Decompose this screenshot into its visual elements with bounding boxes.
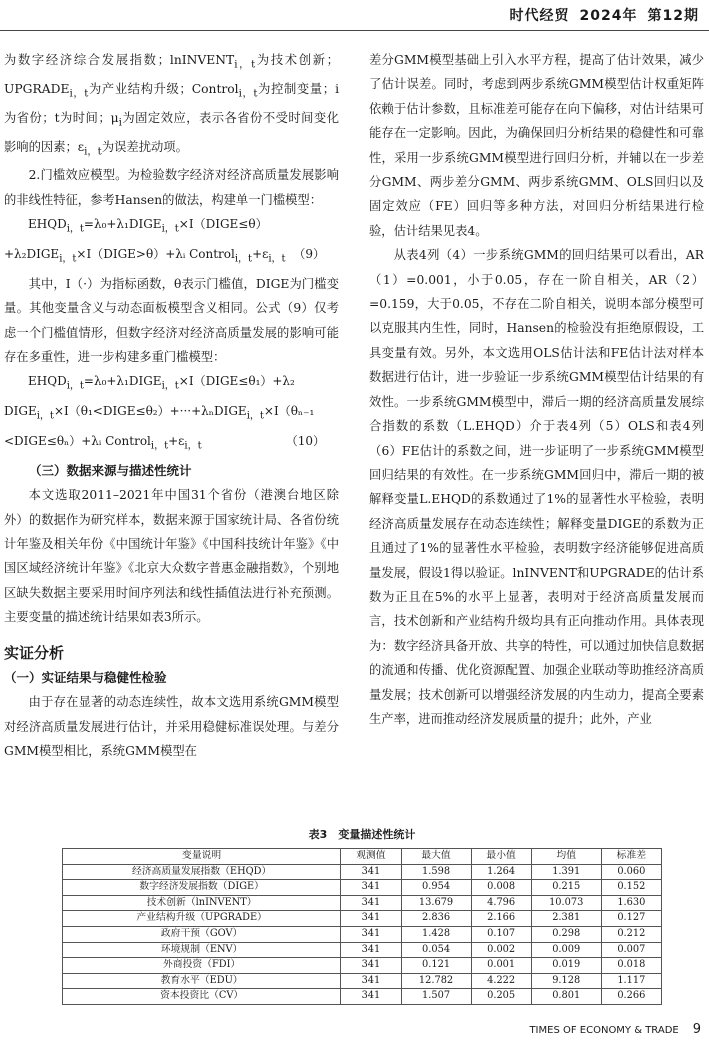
table-header-cell: 最大值 (401, 849, 471, 865)
table-cell: 1.428 (401, 926, 471, 942)
table-cell: 技术创新（lnINVENT） (63, 895, 341, 911)
table-cell: 0.212 (601, 926, 661, 942)
table-cell: 0.127 (601, 911, 661, 927)
table-header-cell: 标准差 (601, 849, 661, 865)
table-cell: 0.266 (601, 989, 661, 1005)
journal-name: 时代经贸 (509, 8, 570, 24)
table-cell: 341 (341, 958, 401, 974)
table-row (63, 973, 662, 989)
table-header-cell: 变量说明 (63, 849, 341, 865)
table-cell: 0.121 (401, 958, 471, 974)
table-header-cell: 均值 (531, 849, 601, 865)
table-cell: 0.298 (531, 926, 601, 942)
table-cell: 0.205 (471, 989, 531, 1005)
table-cell: 0.001 (471, 958, 531, 974)
equation-10-line-3: <DIGE≤θₙ）+λᵢ $Control_{i,t}+\varepsilon_{i,t}$ （10） (4, 429, 339, 459)
paragraph-gmm-intro: 由于存在显著的动态连续性，故本文选用系统GMM模型对经济高质量发展进行估计，并采用稳健标准误处理。与差分GMM模型相比，系统GMM模型在 (4, 695, 339, 758)
table-row (63, 926, 662, 942)
paragraph-multi-threshold: 其中，I（·）为指标函数，θ表示门槛值，DIGE为门槛变量。其他变量含义与动态面板模型含义相同。公式（9）仅考虑一个门槛值情形，但数字经济对经济高质量发展的影响可能存在多重性，进一步构建多重门槛模型： (4, 276, 339, 365)
table-header-cell: 观测值 (341, 849, 401, 865)
table-cell: 环境规制（ENV） (63, 942, 341, 958)
table-cell: 1.507 (401, 989, 471, 1005)
table-cell: 产业结构升级（UPGRADE） (63, 911, 341, 927)
page-footer (529, 1022, 701, 1037)
table-cell: 0.801 (531, 989, 601, 1005)
subheading-results: （一）实证结果与稳健性检验 (4, 669, 167, 685)
table-row (63, 895, 662, 911)
paragraph-threshold-intro: 2.门槛效应模型。为检验数字经济对经济高质量发展影响的非线性特征，参考Hansen的做法，构建单一门槛模型： (4, 168, 339, 207)
table-cell: 13.679 (401, 895, 471, 911)
section-heading-empirical: 实证分析 (4, 643, 65, 662)
table-cell: 2.166 (471, 911, 531, 927)
table-cell: 0.060 (601, 864, 661, 880)
header-text (500, 5, 699, 25)
table-cell: 341 (341, 926, 401, 942)
page-header (0, 0, 709, 31)
table-cell: 0.008 (471, 880, 531, 896)
table-cell: 1.598 (401, 864, 471, 880)
table-cell: 4.796 (471, 895, 531, 911)
paragraph-gmm-method: 差分GMM模型基础上引入水平方程，提高了估计效果，减少了估计误差。同时，考虑到两步系统GMM模型估计权重矩阵依赖于估计参数，且标准差可能存在向下偏移，对估计结果可能存在一定影响。因此，为确保回归分析结果的稳健性和可靠性，采用一步系统GMM模型进行回归分析，并辅以在一步差分GMM、两步差分GMM、两步系统GMM、OLS回归以及固定效应（FE）回归等多种方法，对回归分析结果进行检验，估计结果见表4。 (369, 53, 704, 238)
paragraph-variables: 为数字经济综合发展指数；lnINVENT$_{i,t}$为技术创新；$UPGRADE_{i,t}$为产业结构升级；Control$_{i,t}$为控制变量；i为省份；t为时间；$\mu_i$为固定效应，表示各省份不受时间变化影响的因素；$\varepsilon_{i,t}$为误差扰动项。 (4, 53, 339, 158)
table-cell: 10.073 (531, 895, 601, 911)
table-row (63, 864, 662, 880)
table-header-row (63, 849, 662, 865)
table-cell: 资本投资比（CV） (63, 989, 341, 1005)
equation-10-number: （10） (285, 434, 325, 449)
table-cell: 341 (341, 895, 401, 911)
table-cell: 数字经济发展指数（DIGE） (63, 880, 341, 896)
table-cell: 0.152 (601, 880, 661, 896)
table-cell: 0.054 (401, 942, 471, 958)
equation-10-line-1: $EHQD_{i,t}=\lambda_0+\lambda_1DIGE_{i,t}\times I(DIGE\le\theta_1)+\lambda_2$ (28, 374, 295, 392)
paragraph-data-sources: 本文选取2011–2021年中国31个省份（港澳台地区除外）的数据作为研究样本，数据来源于国家统计局、各省份统计年鉴及相关年份《中国统计年鉴》《中国科技统计年鉴》《中国区域经济统计年鉴》《北京大众数字普惠金融指数》，个别地区缺失数据主要采用时间序列法和线性插值法进行补充预测。主要变量的描述统计结果如表3所示。 (4, 488, 339, 625)
table-row (63, 942, 662, 958)
table-cell: 0.007 (601, 942, 661, 958)
table-row (63, 911, 662, 927)
table-cell: 0.019 (531, 958, 601, 974)
table-cell: 9.128 (531, 973, 601, 989)
table-cell: 教育水平（EDU） (63, 973, 341, 989)
table-row (63, 880, 662, 896)
table-cell: 1.391 (531, 864, 601, 880)
table-cell: 外商投资（FDI） (63, 958, 341, 974)
right-column (369, 48, 704, 820)
table-cell: 341 (341, 911, 401, 927)
table-cell: 0.002 (471, 942, 531, 958)
table-cell: 1.117 (601, 973, 661, 989)
table-row (63, 989, 662, 1005)
table-cell: 0.954 (401, 880, 471, 896)
descriptive-stats-table (62, 848, 662, 1005)
table-cell: 341 (341, 864, 401, 880)
table-cell: 341 (341, 989, 401, 1005)
subheading-data-sources: （三）数据来源与描述性统计 (29, 462, 192, 478)
table-row (63, 958, 662, 974)
table-cell: 12.782 (401, 973, 471, 989)
table-cell: 0.215 (531, 880, 601, 896)
table-cell: 4.222 (471, 973, 531, 989)
table-cell: 341 (341, 880, 401, 896)
table-cell: 0.009 (531, 942, 601, 958)
table-cell: 341 (341, 942, 401, 958)
equation-9-line-2: $+\lambda_2DIGE_{i,t}\times I(DIGE>\theta)+\lambda ᵢ$ $Control_{i,t}+\varepsilon_{i,t}$ （9） (4, 242, 339, 272)
left-column (4, 48, 339, 820)
table-cell: 2.836 (401, 911, 471, 927)
equation-10-line-2: $DIGE_{i,t}\times I(\theta_1<DIGE\le\theta_2)+\cdot\cdot\cdot+\lambda_nDIGE_{i,t}\times I(\theta_{n-1}$ (4, 404, 315, 422)
table-3 (62, 826, 662, 1005)
table-header-cell: 最小值 (471, 849, 531, 865)
table-cell: 1.264 (471, 864, 531, 880)
table-cell: 0.018 (601, 958, 661, 974)
issue-year: 2024年 (579, 8, 638, 24)
table-cell: 经济高质量发展指数（EHQD） (63, 864, 341, 880)
table-caption: 表3 变量描述性统计 (308, 828, 416, 841)
table-cell: 341 (341, 973, 401, 989)
issue-number: 第12期 (647, 8, 699, 24)
equation-9-number: （9） (293, 247, 325, 262)
table-cell: 政府干预（GOV） (63, 926, 341, 942)
table-cell: 2.381 (531, 911, 601, 927)
equation-9-line-1: $EHQD_{i,t}=\lambda_0+\lambda_1DIGE_{i,t}\times I(DIGE\le\theta)$ (28, 217, 268, 235)
table-cell: 0.107 (471, 926, 531, 942)
page-number: 9 (692, 1022, 701, 1037)
table-cell: 1.630 (601, 895, 661, 911)
footer-journal-name: TIMES OF ECONOMY & TRADE (529, 1025, 679, 1036)
paragraph-gmm-results: 从表4列（4）一步系统GMM的回归结果可以看出，AR（1）=0.001，小于0.05，存在一阶自相关，AR（2）=0.159，大于0.05，不存在二阶自相关，说明本部分模型可以克服其内生性，同时，Hansen的检验没有拒绝原假设，工具变量有效。另外，本文选用OLS估计法和FE估计法对样本数据进行估计，进一步验证一步系统GMM模型估计结果的有效性。一步系统GMM模型中，滞后一期的经济高质量发展综合指数的系数（L.EHQD）介于表4列（5）OLS和表4列（6）FE估计的系数之间，进一步证明了一步系统GMM模型回归结果的有效性。在一步系统GMM回归中，滞后一期的被解释变量L.EHQD的系数通过了1%的显著性水平检验，表明经济高质量发展存在动态连续性；解释变量DIGE的系数为正且通过了1%的显著性水平检验，表明数字经济能够促进高质量发展，假设1得以验证。lnINVENT和UPGRADE的估计系数为正且在5%的水平上显著，表明对于经济高质量发展而言，技术创新和产业结构升级均具有正向推动作用。具体表现为：数字经济具备开放、共享的特性，可以通过加快信息数据的流通和传播、优化资源配置、加强企业联动等助推经济高质量发展；技术创新可以增强经济发展的内生动力，提高全要素生产率，进而推动经济发展质量的提升；此外，产业 (369, 248, 704, 726)
